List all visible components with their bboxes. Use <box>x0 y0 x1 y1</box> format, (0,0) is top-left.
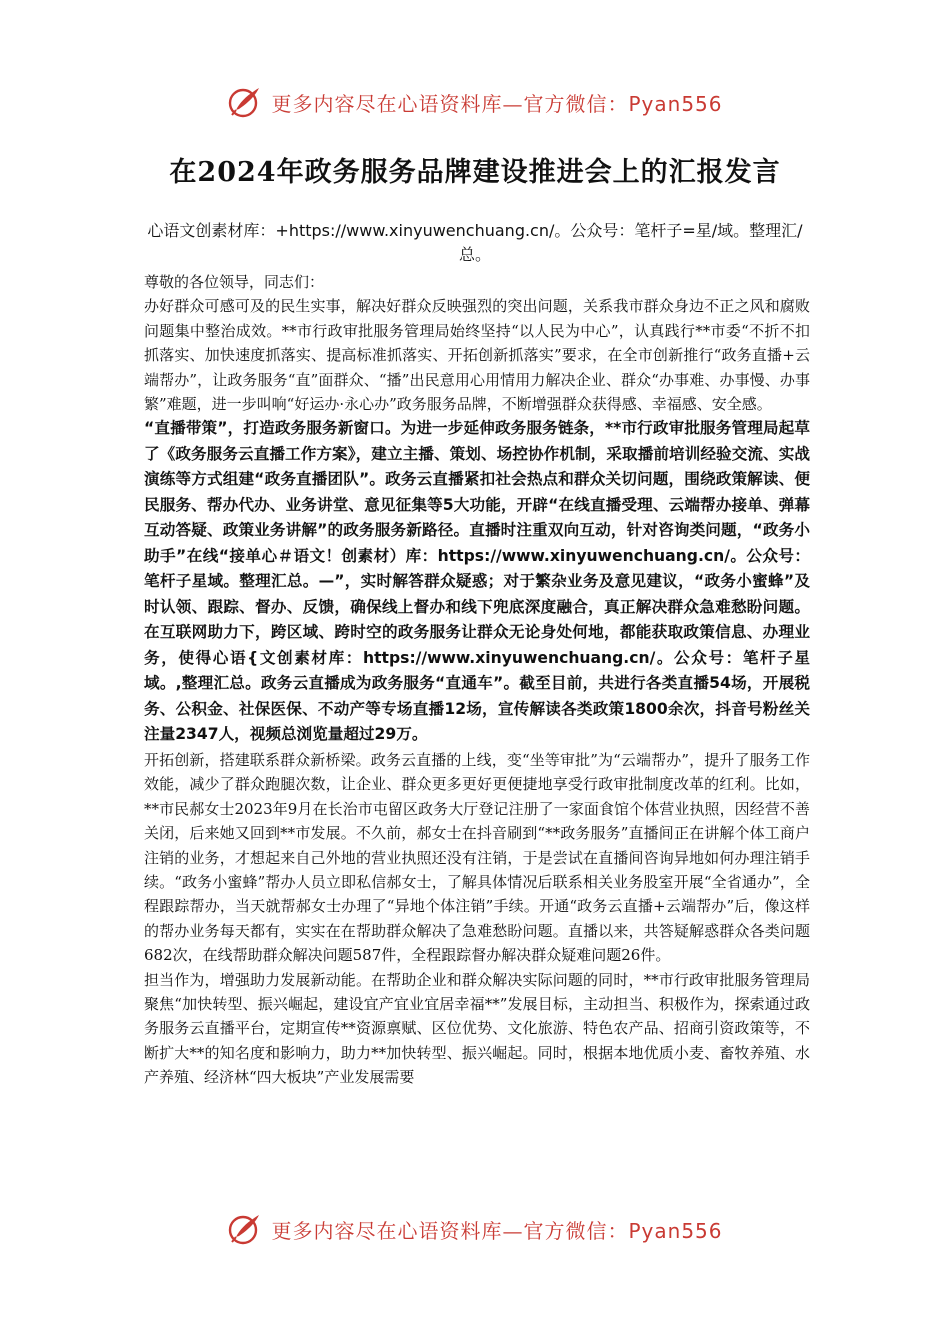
header-banner <box>0 82 950 122</box>
document-title: 在2024年政务服务品牌建设推进会上的汇报发言 <box>169 157 781 188</box>
paragraph: “直播带策”，打造政务服务新窗口。为进一步延伸政务服务链条，**市行政审批服务管理局起草了《政务服务云直播工作方案》，建立主播、策划、场控协作机制，采取播前培训经验交流、实战演练等方式组建“政务直播团队”。政务云直播紧扣社会热点和群众关切问题，围绕政策解读、便民服务、帮办代办、业务讲堂、意见征集等5大功能，开辟“在线直播受理、云端帮办接单、弹幕互动答疑、政策业务讲解”的政务服务新路径。直播时注重双向互动，针对咨询类问题，“政务小助手”在线“接单心＃语文！创素材）库：https://www.xinyuwenchuang.cn/。公众号：笔杆子星域。整理汇总。—”，实时解答群众疑惑；对于繁杂业务及意见建议，“政务小蜜蜂”及时认领、跟踪、督办、反馈，确保线上督办和线下兜底深度融合，真正解决群众急难愁盼问题。在互联网助力下，跨区域、跨时空的政务服务让群众无论身处何地，都能获取政策信息、办理业务，使得心语{文创素材库：https://www.xinyuwenchuang.cn/。公众号：笔杆子星域。,整理汇总。政务云直播成为政务服务“直通车”。截至目前，共进行各类直播54场，开展税务、公积金、社保医保、不动产等专场直播12场，宣传解读各类政策1800余次，抖音号粉丝关注量2347人，视频总浏览量超过29万。 <box>144 419 810 744</box>
quill-logo-icon <box>227 1211 263 1247</box>
footer-banner <box>0 1209 950 1249</box>
paragraph: 办好群众可感可及的民生实事，解决好群众反映强烈的突出问题，关系我市群众身边不正之风和腐败问题集中整治成效。**市行政审批服务管理局始终坚持“以人民为中心”，认真践行**市委“不折不扣抓落实、加快速度抓落实、提高标准抓落实、开拓创新抓落实”要求，在全市创新推行“政务直播+云端帮办”，让政务服务“直”面群众、“播”出民意用心用情用力解决企业、群众“办事难、办事慢、办事繁”难题，进一步叫响“好运办·永心办”政务服务品牌，不断增强群众获得感、幸福感、安全感。 <box>144 297 810 414</box>
source-line: 心语文创素材库：+https://www.xinyuwenchuang.cn/。公众号：笔杆子=星/域。整理汇/总。 <box>147 221 803 264</box>
banner-text: 更多内容尽在心语资料库—官方微信：Pyan556 <box>271 1218 723 1243</box>
salutation: 尊敬的各位领导，同志们： <box>144 273 325 291</box>
paragraph: 担当作为，增强助力发展新动能。在帮助企业和群众解决实际问题的同时，**市行政审批服务管理局聚焦“加快转型、振兴崛起，建设宜产宜业宜居幸福**”发展目标，主动担当、积极作为，探索通过政务服务云直播平台，定期宣传**资源禀赋、区位优势、文化旅游、特色农产品、招商引资政策等，不断扩大**的知名度和影响力，助力**加快转型、振兴崛起。同时，根据本地优质小麦、畜牧养殖、水产养殖、经济林“四大板块”产业发展需要 <box>144 970 810 1087</box>
document-body <box>144 270 810 1090</box>
quill-logo-icon <box>227 84 263 120</box>
paragraph: 开拓创新，搭建联系群众新桥梁。政务云直播的上线，变“坐等审批”为“云端帮办”，提升了服务工作效能，减少了群众跑腿次数，让企业、群众更多更好更便捷地享受行政审批制度改革的红利。比如，**市民郝女士2023年9月在长治市屯留区政务大厅登记注册了一家面食馆个体营业执照，因经营不善关闭，后来她又回到**市发展。不久前，郝女士在抖音刷到“**政务服务”直播间正在讲解个体工商户注销的业务，才想起来自己外地的营业执照还没有注销，于是尝试在直播间咨询异地如何办理注销手续。“政务小蜜蜂”帮办人员立即私信郝女士，了解具体情况后联系相关业务股室开展“全省通办”，全程跟踪帮办，当天就帮郝女士办理了“异地个体注销”手续。开通“政务云直播+云端帮办”后，像这样的帮办业务每天都有，实实在在帮助群众解决了急难愁盼问题。直播以来，共答疑解惑群众各类问题682次，在线帮助群众解决问题587件，全程跟踪督办解决群众疑难问题26件。 <box>144 750 810 965</box>
banner-text: 更多内容尽在心语资料库—官方微信：Pyan556 <box>271 91 723 116</box>
